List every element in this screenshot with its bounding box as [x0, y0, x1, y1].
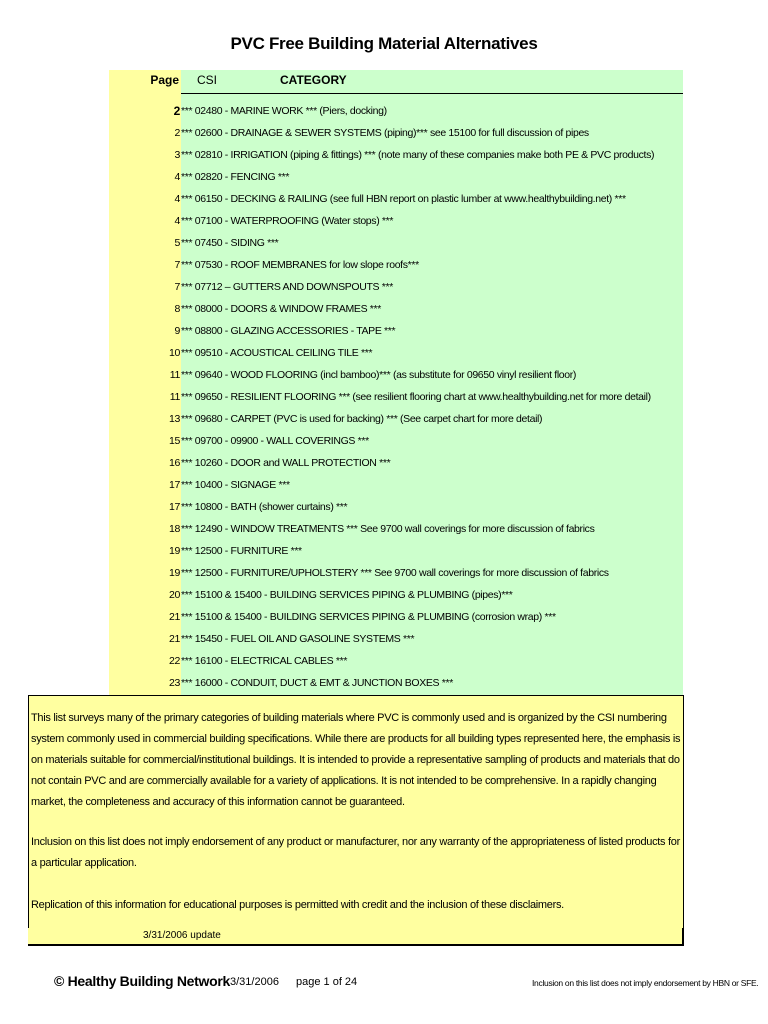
table-row: [109, 496, 683, 518]
table-row: [109, 342, 683, 364]
row-page-number: 7: [174, 259, 180, 271]
footer-disclaimer: Inclusion on this list does not imply endorsement by HBN or SFE.: [532, 978, 759, 988]
table-row: [109, 386, 683, 408]
row-page-number: 11: [169, 391, 180, 403]
table-row: [109, 298, 683, 320]
row-category-text: *** 12500 - FURNITURE/UPHOLSTERY *** See 9700 wall coverings for more discussion of fabrics: [181, 567, 609, 579]
disclaimer-box: [28, 695, 684, 929]
row-category-text: *** 02480 - MARINE WORK *** (Piers, docking): [181, 105, 387, 117]
row-category-text: *** 09680 - CARPET (PVC is used for backing) *** (See carpet chart for more detail): [181, 413, 543, 425]
row-page-number: 15: [169, 435, 180, 447]
table-row: [109, 584, 683, 606]
row-category-text: *** 10400 - SIGNAGE ***: [181, 479, 290, 491]
row-category-text: *** 16100 - ELECTRICAL CABLES ***: [181, 655, 348, 667]
row-category-text: *** 02820 - FENCING ***: [181, 171, 290, 183]
row-page-number: 19: [169, 545, 180, 557]
footer-date: 3/31/2006: [230, 976, 279, 988]
table-row: [109, 430, 683, 452]
table-row: [109, 364, 683, 386]
row-category-text: *** 12500 - FURNITURE ***: [181, 545, 302, 557]
row-page-number: 18: [169, 523, 180, 535]
row-page-number: 9: [174, 325, 180, 337]
table-row: [109, 100, 683, 122]
footer-page-number: page 1 of 24: [296, 976, 358, 988]
row-category-text: *** 09640 - WOOD FLOORING (incl bamboo)*** (as substitute for 09650 vinyl resilient floor): [181, 369, 577, 381]
table-row: [109, 672, 683, 694]
row-page-number: 21: [169, 611, 180, 623]
table-row: [109, 474, 683, 496]
row-category-text: *** 12490 - WINDOW TREATMENTS *** See 9700 wall coverings for more discussion of fabrics: [181, 523, 595, 535]
table-row: [109, 122, 683, 144]
table-row: [109, 276, 683, 298]
row-category-text: *** 15100 & 15400 - BUILDING SERVICES PIPING & PLUMBING (pipes)***: [181, 589, 513, 601]
row-page-number: 2: [174, 127, 180, 139]
table-row: [109, 452, 683, 474]
row-category-text: *** 07712 – GUTTERS AND DOWNSPOUTS ***: [181, 281, 393, 293]
row-category-text: *** 16000 - CONDUIT, DUCT & EMT & JUNCTION BOXES ***: [181, 677, 453, 689]
table-row: [109, 650, 683, 672]
row-category-text: *** 10260 - DOOR and WALL PROTECTION ***: [181, 457, 391, 469]
row-category-text: *** 06150 - DECKING & RAILING (see full HBN report on plastic lumber at www.healthybuilding.net) ***: [181, 193, 626, 205]
row-page-number: 7: [174, 281, 180, 293]
row-page-number: 10: [169, 347, 180, 359]
category-list: [109, 100, 683, 694]
row-category-text: *** 09510 - ACOUSTICAL CEILING TILE ***: [181, 347, 373, 359]
row-page-number: 4: [174, 171, 180, 183]
row-page-number: 20: [169, 589, 180, 601]
row-category-text: *** 10800 - BATH (shower curtains) ***: [181, 501, 348, 513]
row-category-text: *** 15450 - FUEL OIL AND GASOLINE SYSTEMS ***: [181, 633, 415, 645]
update-bar: [28, 928, 684, 946]
table-row: [109, 166, 683, 188]
row-page-number: 2: [173, 104, 180, 118]
row-page-number: 17: [169, 501, 180, 513]
table-row: [109, 232, 683, 254]
row-page-number: 5: [174, 237, 180, 249]
row-category-text: *** 07450 - SIDING ***: [181, 237, 279, 249]
row-page-number: 16: [169, 457, 180, 469]
row-page-number: 3: [174, 149, 180, 161]
page-title: PVC Free Building Material Alternatives: [230, 34, 538, 53]
row-category-text: *** 15100 & 15400 - BUILDING SERVICES PIPING & PLUMBING (corrosion wrap) ***: [181, 611, 556, 623]
table-row: [109, 144, 683, 166]
row-page-number: 4: [174, 193, 180, 205]
disclaimer-paragraph-endorsement: Inclusion on this list does not imply endorsement of any product or manufacturer, nor any warranty of the appropriateness of listed products for a particular application.: [31, 836, 680, 869]
row-category-text: *** 02600 - DRAINAGE & SEWER SYSTEMS (piping)*** see 15100 for full discussion of pipes: [181, 127, 589, 139]
table-row: [109, 210, 683, 232]
row-category-text: *** 09700 - 09900 - WALL COVERINGS ***: [181, 435, 369, 447]
row-category-text: *** 08000 - DOORS & WINDOW FRAMES ***: [181, 303, 382, 315]
table-row: [109, 540, 683, 562]
update-date: 3/31/2006 update: [143, 930, 221, 941]
row-page-number: 21: [169, 633, 180, 645]
table-row: [109, 628, 683, 650]
row-page-number: 22: [169, 655, 180, 667]
row-category-text: *** 09650 - RESILIENT FLOORING *** (see resilient flooring chart at www.healthybuilding.net for more detail): [181, 391, 651, 403]
row-page-number: 8: [174, 303, 180, 315]
row-page-number: 4: [174, 215, 180, 227]
disclaimer-paragraph-replication: Replication of this information for educational purposes is permitted with credit and the inclusion of these disclaimers.: [31, 899, 564, 911]
row-category-text: *** 08800 - GLAZING ACCESSORIES - TAPE ***: [181, 325, 396, 337]
row-category-text: *** 07100 - WATERPROOFING (Water stops) ***: [181, 215, 394, 227]
table-row: [109, 408, 683, 430]
header-csi: CSI: [197, 73, 218, 87]
table-row: [109, 188, 683, 210]
row-category-text: *** 07530 - ROOF MEMBRANES for low slope roofs***: [181, 259, 419, 271]
header-divider: [181, 93, 683, 94]
row-page-number: 17: [169, 479, 180, 491]
row-page-number: 23: [169, 677, 180, 689]
table-row: [109, 518, 683, 540]
header-page: Page: [150, 73, 179, 87]
table-row: [109, 606, 683, 628]
row-page-number: 11: [169, 369, 180, 381]
row-category-text: *** 02810 - IRRIGATION (piping & fittings) *** (note many of these companies make both PE & PVC products): [181, 149, 655, 161]
footer-organization: © Healthy Building Network: [54, 973, 230, 989]
table-row: [109, 562, 683, 584]
table-row: [109, 320, 683, 342]
disclaimer-paragraph-scope: This list surveys many of the primary categories of building materials where PVC is commonly used and is organized by the CSI numbering system commonly used in commercial building specifications. While there are products for all building types represented here, the emphasis is on materials suitable for commercial/institutional buildings. It is intended to provide a representative sampling of products and materials that do not contain PVC and are commercially available for a variety of applications. It is not intended to be comprehensive. In a rapidly changing market, the completeness and accuracy of this information cannot be guaranteed.: [31, 712, 681, 808]
row-page-number: 13: [169, 413, 180, 425]
row-page-number: 19: [169, 567, 180, 579]
header-category: CATEGORY: [280, 73, 347, 87]
table-row: [109, 254, 683, 276]
